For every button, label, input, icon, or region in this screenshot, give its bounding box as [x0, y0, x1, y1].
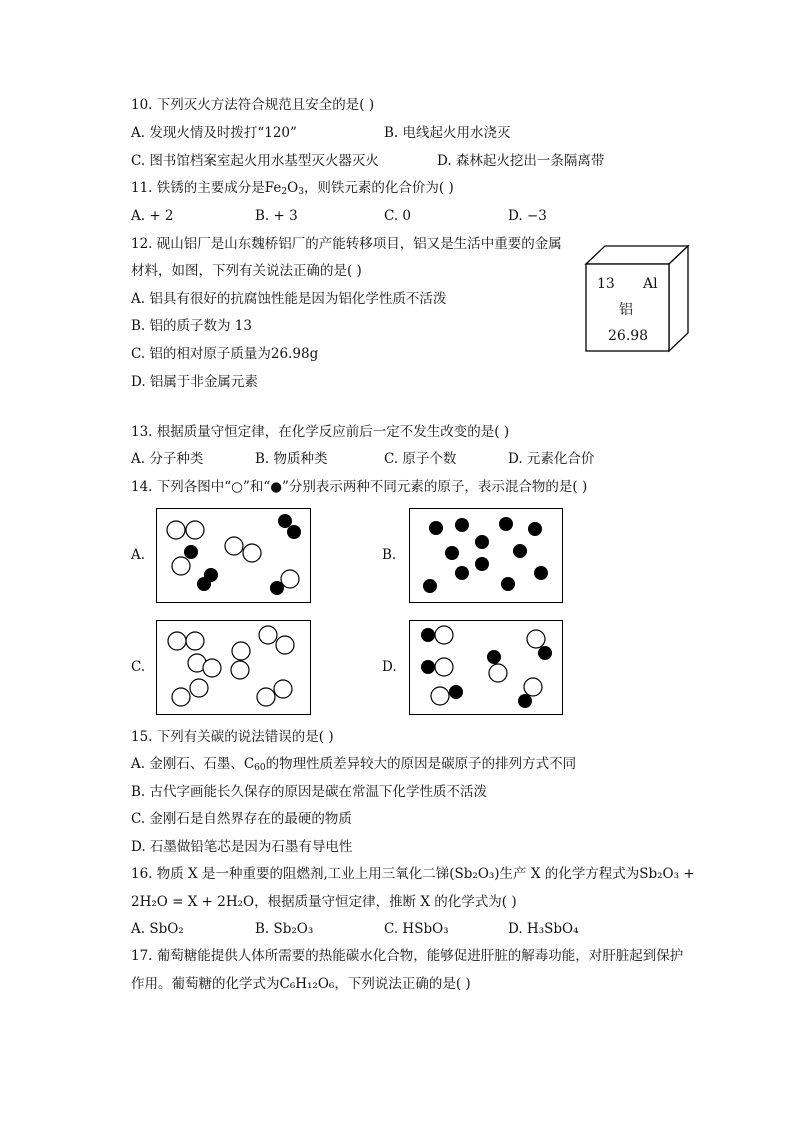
q12-stem-line2: 材料，如图，下列有关说法正确的是( )	[131, 263, 362, 279]
q12-option-c: C. 铝的相对原子质量为26.98g	[131, 346, 319, 362]
q15-option-b: B. 古代字画能长久保存的原因是碳在常温下化学性质不活泼	[131, 784, 488, 800]
q15-option-a: A. 金刚石、石墨、$C_{60}$的物理性质差异较大的原因是碳原子的排列方式不同	[131, 756, 577, 773]
q14-stem: 14. 下列各图中“○”和“●”分别表示两种不同元素的原子，表示混合物的是( )	[131, 479, 588, 495]
q16-option-c: C. HSbO₃	[384, 921, 449, 937]
diagram-b	[409, 508, 563, 603]
q11-option-b: B. + 3	[255, 208, 298, 224]
q15-option-c: C. 金刚石是自然界存在的最硬的物质	[131, 811, 352, 827]
diagram-b-atoms	[410, 509, 562, 602]
diagram-c	[156, 620, 311, 715]
q15-stem: 15. 下列有关碳的说法错误的是( )	[131, 729, 334, 745]
q11-option-d: D. −3	[508, 208, 547, 224]
q10-option-c: C. 图书馆档案室起火用水基型灭火器灭火	[131, 153, 379, 169]
q17-stem-line2: 作用。葡萄糖的化学式为C₆H₁₂O₆，下列说法正确的是( )	[131, 976, 471, 992]
q10-option-a: A. 发现火情及时拨打“120”	[131, 125, 297, 141]
q11-stem: 11. 铁锈的主要成分是$Fe_2O_3$，则铁元素的化合价为( )	[131, 180, 454, 197]
q13-stem: 13. 根据质量守恒定律，在化学反应前后一定不发生改变的是( )	[131, 424, 510, 440]
q10-option-d: D. 森林起火挖出一条隔离带	[437, 153, 605, 169]
q12-stem-line1: 12. 砚山铝厂是山东魏桥铝厂的产能转移项目，铝又是生活中重要的金属	[131, 236, 562, 252]
q15-option-d: D. 石墨做铅笔芯是因为石墨有导电性	[131, 839, 353, 855]
diagram-d	[409, 620, 563, 715]
q16-stem-line1: 16. 物质 X 是一种重要的阻燃剂,工业上用三氧化二锑(Sb₂O₃)生产 X 的化学方程式为Sb₂O₃ +	[131, 866, 695, 882]
element-card	[585, 245, 690, 352]
element-symbol: Al	[643, 276, 658, 292]
q16-stem-line2: 2H₂O = X + 2H₂O，根据质量守恒定律，推断 X 的化学式为( )	[131, 894, 517, 910]
diagram-a-atoms	[157, 509, 310, 602]
q10-stem: 10. 下列灭火方法符合规范且安全的是( )	[131, 97, 375, 113]
q13-option-b: B. 物质种类	[255, 451, 328, 467]
q11-option-a: A. + 2	[131, 208, 174, 224]
q16-option-d: D. H₃SbO₄	[508, 921, 579, 937]
q12-option-d: D. 铝属于非金属元素	[131, 374, 258, 390]
element-atomic-mass: 26.98	[608, 328, 649, 344]
q13-option-d: D. 元素化合价	[508, 451, 595, 467]
q14-label-c: C.	[131, 659, 146, 675]
q14-label-d: D.	[382, 659, 397, 675]
q13-option-c: C. 原子个数	[384, 451, 457, 467]
q12-option-a: A. 铝具有很好的抗腐蚀性能是因为铝化学性质不活泼	[131, 291, 447, 307]
q17-stem-line1: 17. 葡萄糖能提供人体所需要的热能碳水化合物，能够促进肝脏的解毒功能，对肝脏起到保护	[131, 948, 684, 964]
element-name: 铝	[619, 302, 633, 318]
q16-option-a: A. SbO₂	[131, 921, 184, 937]
diagram-d-atoms	[410, 621, 562, 714]
diagram-c-atoms	[157, 621, 310, 714]
q10-option-b: B. 电线起火用水浇灭	[384, 125, 511, 141]
q12-option-b: B. 铝的质子数为 13	[131, 318, 252, 334]
q11-option-c: C. 0	[384, 208, 412, 224]
q16-option-b: B. Sb₂O₃	[255, 921, 314, 937]
q13-option-a: A. 分子种类	[131, 451, 204, 467]
element-atomic-number: 13	[597, 276, 615, 292]
q14-label-a: A.	[131, 547, 146, 563]
q14-label-b: B.	[382, 547, 397, 563]
diagram-a	[156, 508, 311, 603]
